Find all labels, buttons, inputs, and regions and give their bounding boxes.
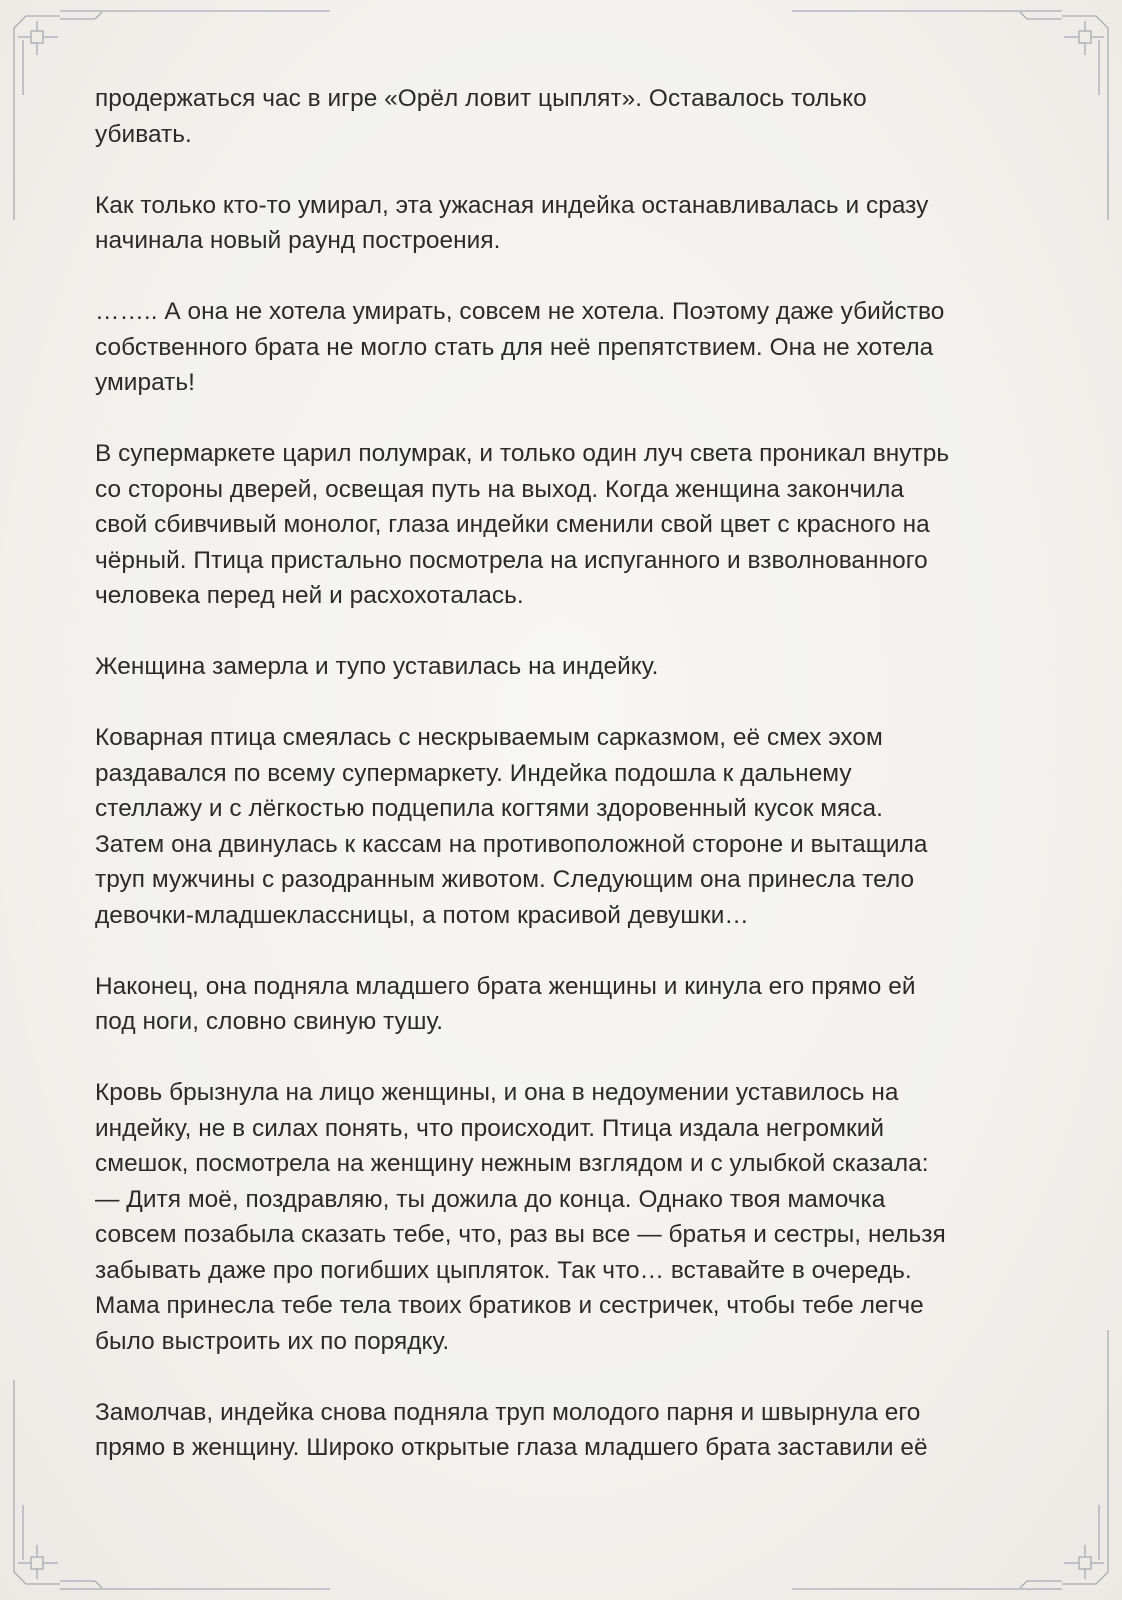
paragraph: В супермаркете царил полумрак, и только один луч света проникал внутрь со стороны дверей, освещая путь на выход. Когда женщина закончила свой сбивчивый монолог, глаза индейки сменили свой цвет с красного на чёрный. Птица пристально посмотрела на испуганного и взволнованного человека перед ней и расхохоталась. [95,440,950,609]
paragraph: …….. А она не хотела умирать, совсем не хотела. Поэтому даже убийство собственного брата не могло стать для неё препятствием. Она не хотела умирать! [95,298,945,396]
paragraph: Замолчав, индейка снова подняла труп молодого парня и швырнула его прямо в женщину. Широко открытые глаза младшего брата заставили её [95,1398,928,1461]
paragraph: Кровь брызнула на лицо женщины, и она в недоумении уставилось на индейку, не в силах понять, что происходит. Птица издала негромкий смешок, посмотрела на женщину нежным взглядом и с улыбкой сказала: — Дитя моё, поздравляю, ты дожила до конца. Однако твоя мамочка совсем позабыла сказать тебе, что, раз вы все — братья и сестры, нельзя забывать даже про погибших цыпляток. Так что… вставайте в очередь. Мама принесла тебе тела твоих братиков и сестричек, чтобы тебе легче было выстроить их по порядку. [95,1079,946,1355]
paragraph: Как только кто-то умирал, эта ужасная индейка останавливалась и сразу начинала новый раунд построения. [95,191,929,254]
paragraph: Наконец, она подняла младшего брата женщины и кинула его прямо ей под ноги, словно свиную тушу. [95,972,916,1035]
paragraph: Коварная птица смеялась с нескрываемым сарказмом, её смех эхом раздавался по всему супермаркету. Индейка подошла к дальнему стеллажу и с лёгкостью подцепила когтями здоровенный кусок мяса. Затем она двинулась к кассам на противоположной стороне и вытащила труп мужчины с разодранным животом. Следующим она принесла тело девочки-младшеклассницы, а потом красивой девушки… [95,724,928,929]
paragraph: продержаться час в игре «Орёл ловит цыплят». Оставалось только убивать. [95,85,867,148]
document-body [95,81,1035,1466]
paragraph: Женщина замерла и тупо уставилась на индейку. [95,653,659,680]
